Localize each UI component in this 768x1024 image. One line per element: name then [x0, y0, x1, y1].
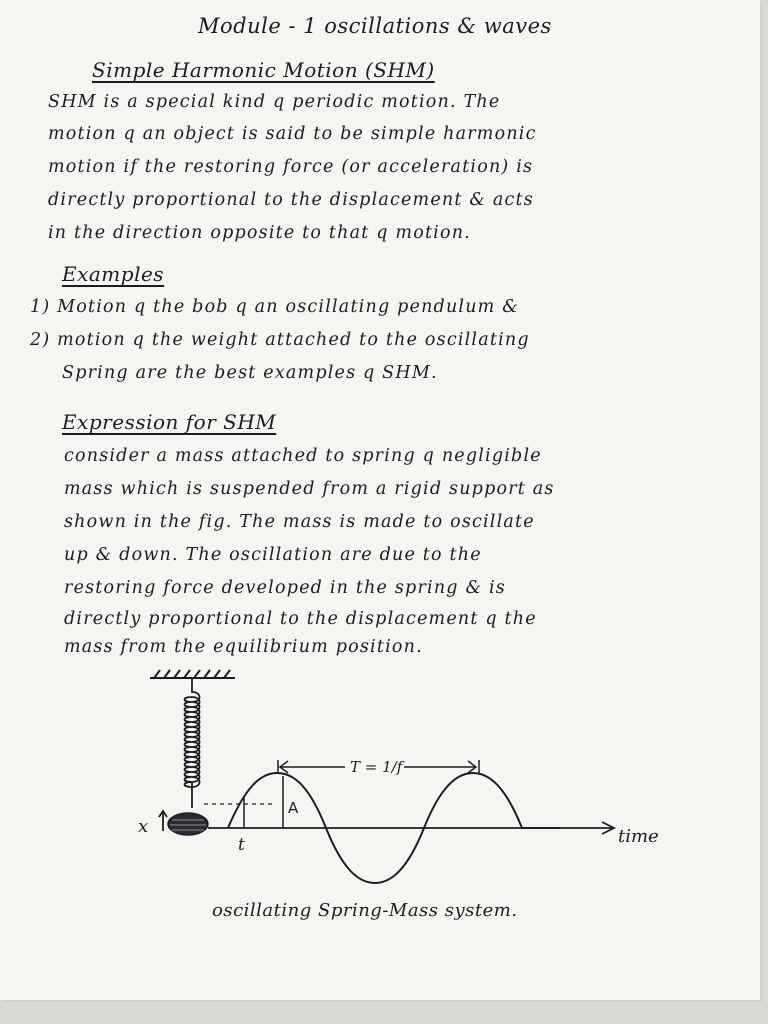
example-item: Spring are the best examples q SHM. [62, 363, 438, 383]
definition-line: motion q an object is said to be simple harmonic [48, 124, 537, 144]
figure-caption: oscillating Spring-Mass system. [212, 900, 518, 921]
definition-line: motion if the restoring force (or acceleration) is [48, 157, 534, 177]
expression-line: up & down. The oscillation are due to the [64, 545, 482, 565]
expression-line: mass from the equilibrium position. [64, 637, 423, 657]
time-axis-label: time [618, 826, 659, 847]
time-marker-label: t [238, 835, 245, 855]
expression-line: directly proportional to the displacement q the [64, 609, 537, 629]
period-label: T = 1/f [350, 758, 403, 776]
expression-line: mass which is suspended from a rigid support as [64, 479, 555, 499]
mass-bob [168, 813, 208, 835]
section-heading: Simple Harmonic Motion (SHM) [92, 58, 435, 82]
examples-heading: Examples [62, 262, 165, 286]
amplitude-label: A [288, 799, 299, 817]
displacement-label: x [138, 816, 149, 837]
definition-line: SHM is a special kind q periodic motion. The [48, 92, 501, 112]
example-item: 1) Motion q the bob q an oscillating pendulum & [30, 297, 520, 317]
definition-line: directly proportional to the displacement & acts [48, 190, 534, 210]
example-item: 2) motion q the weight attached to the oscillating [30, 330, 530, 350]
displacement-arrow [159, 811, 167, 831]
expression-line: restoring force developed in the spring & is [64, 578, 506, 598]
rigid-support [150, 670, 235, 678]
expression-heading: Expression for SHM [62, 410, 277, 434]
page-title: Module - 1 oscillations & waves [198, 14, 552, 38]
spring-mass-diagram [120, 668, 680, 918]
spring-coil [185, 678, 200, 808]
expression-line: consider a mass attached to spring q negligible [64, 446, 542, 466]
expression-line: shown in the fig. The mass is made to oscillate [64, 512, 535, 532]
definition-line: in the direction opposite to that q motion. [48, 223, 471, 243]
